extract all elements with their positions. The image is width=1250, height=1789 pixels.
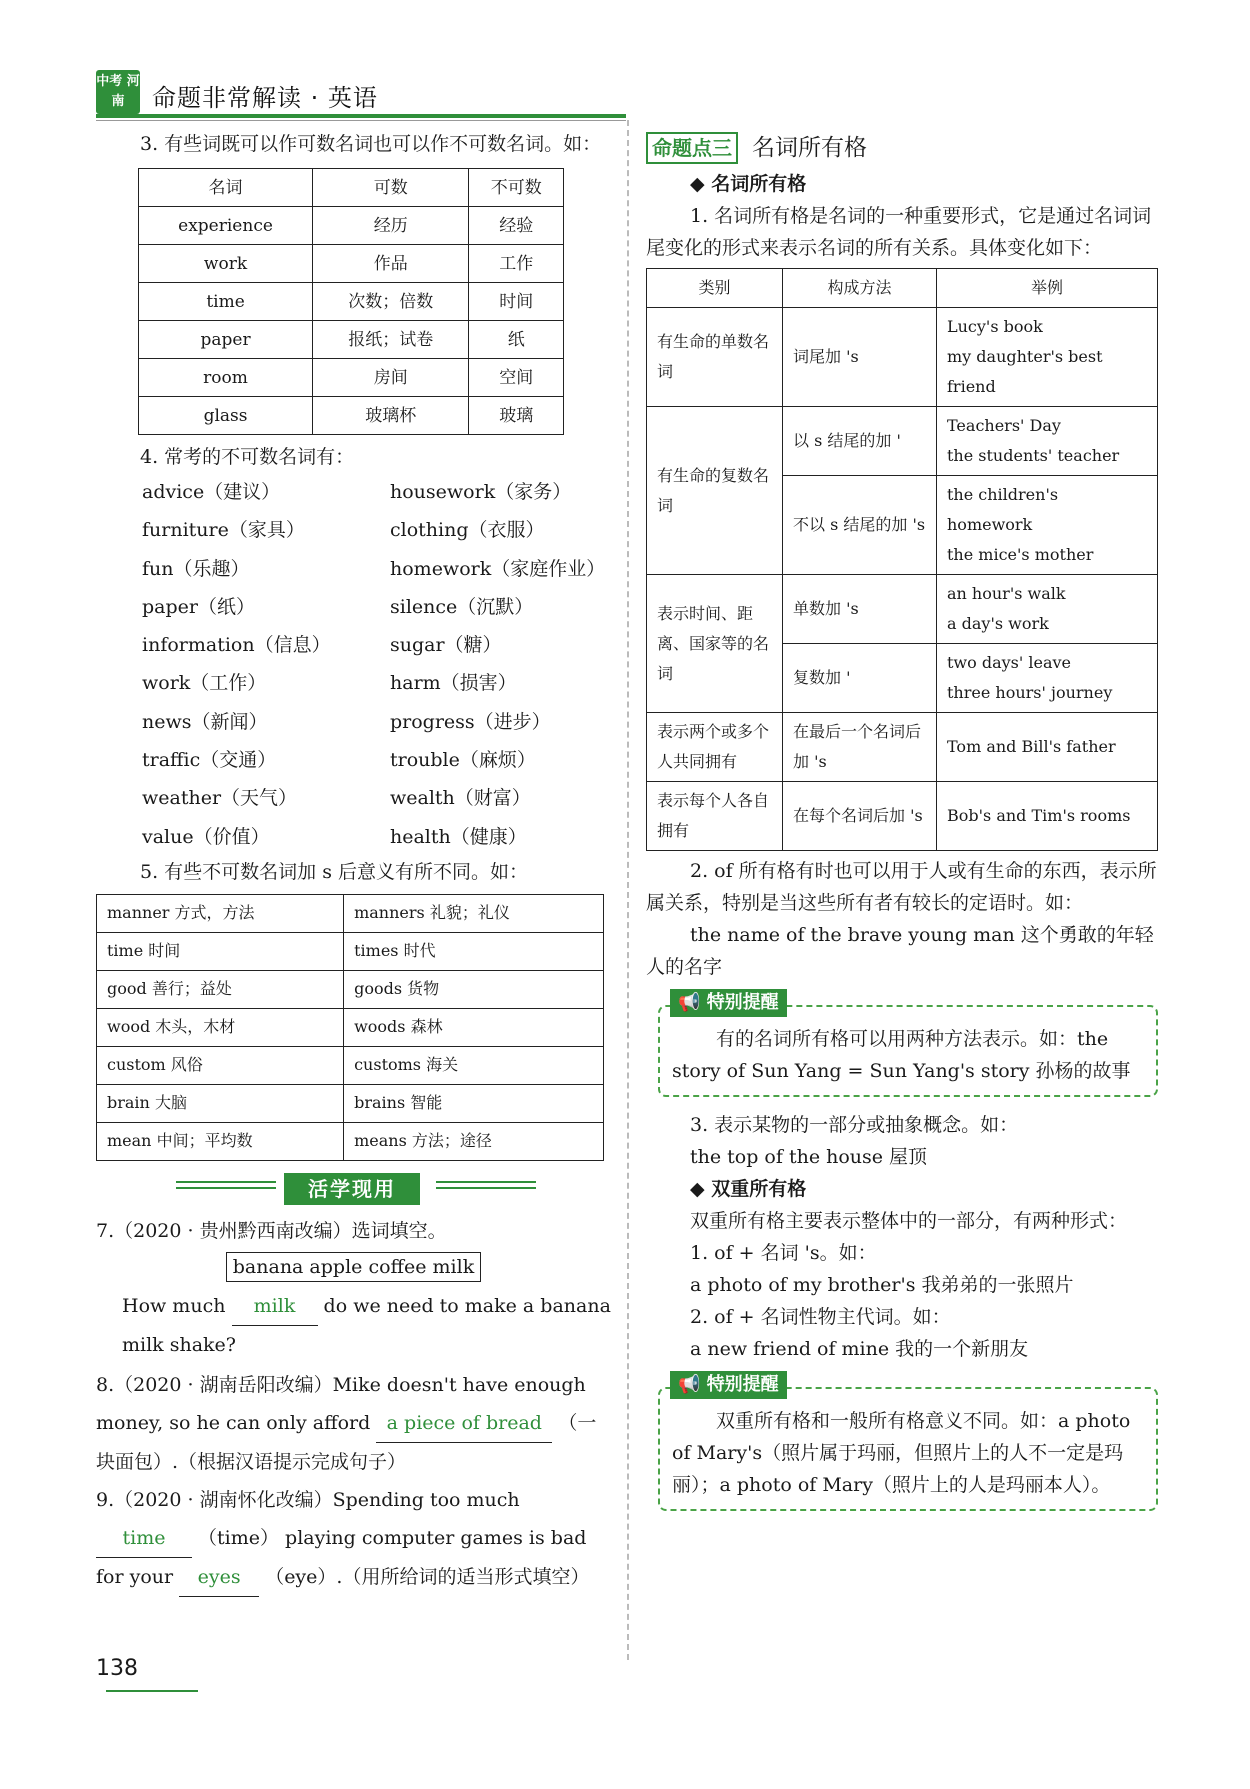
section-5-intro: 5. 有些不可数名词加 s 后意义有所不同。如： — [140, 860, 528, 883]
list-item: value（价值） — [142, 825, 270, 848]
list-item: fun（乐趣） — [142, 557, 250, 580]
list-item: paper（纸） — [142, 595, 255, 618]
question-8: 8.（2020 · 湖南岳阳改编）Mike doesn't have enough money, so he can only afford a piece of bread （一块面包）.（根据汉语提示完成句子） — [96, 1373, 597, 1473]
table-row: work 作品 工作 — [139, 245, 564, 283]
question-7: 7.（2020 · 贵州黔西南改编）选词填空。 — [96, 1219, 447, 1242]
table-row: time 次数；倍数 时间 — [139, 283, 564, 321]
table-row: 表示两个或多个人共同拥有 在最后一个名词后加 's Tom and Bill's father — [647, 713, 1158, 782]
special-tip-box: 📢 特别提醒 双重所有格和一般所有格意义不同。如：a photo of Mary's（照片属于玛丽，但照片上的人不一定是玛丽）；a photo of Mary（照片上的人是玛丽本人）。 — [658, 1387, 1158, 1511]
table-row: glass 玻璃杯 玻璃 — [139, 397, 564, 435]
table-row: paper 报纸；试卷 纸 — [139, 321, 564, 359]
list-item: weather（天气） — [142, 787, 298, 810]
answer-blank: milk — [232, 1287, 318, 1326]
section-title: 名词所有格 — [752, 135, 867, 161]
section-4-intro: 4. 常考的不可数名词有： — [140, 446, 355, 468]
tip-label: 📢 特别提醒 — [670, 1371, 787, 1399]
list-item: housework（家务） — [390, 481, 572, 503]
table-row: time 时间 times 时代 — [97, 932, 604, 970]
list-item: information（信息） — [142, 634, 331, 657]
answer-blank: time — [96, 1519, 192, 1558]
page-number: 138 — [96, 1656, 138, 1681]
table-row: 表示时间、距离、国家等的名词 单数加 's an hour's walk a day's work — [647, 575, 1158, 644]
list-item: advice（建议） — [142, 481, 281, 503]
word-box: banana apple coffee milk — [226, 1252, 481, 1282]
list-item: harm（损害） — [390, 672, 517, 695]
section-3-intro: 3. 有些词既可以作可数名词也可以作不可数名词。如： — [140, 133, 602, 155]
left-column: 3. 有些词既可以作可数名词也可以作不可数名词。如： 名词 可数 不可数 experience 经历 经验 work 作品 工作 time 次数；倍数 时间 paper 报纸；试卷 纸 room 房间 空间 glass 玻璃杯 玻璃 4. 常考的不可数名词有： advice（建议） housework（家务） furniture（家具） clothing（衣服） fun（乐趣） homework（家庭作业） paper（纸） silence（沉默） information（信息） sugar（糖） work（工作） harm（损害） news（新闻） progress（进步） traffic（交通） trouble（麻烦） weather（天气） wealth（财富） value（价值） health（健康） 5. 有些不可数名词加 s 后意义有所不同。如： manner 方式，方法 manners 礼貌；礼仪 time 时间 times 时代 good 善行；益处 goods 货物 wood 木头，木材 woods 森林 custom 风俗 customs 海关 brain 大脑 brains 智能 mean 中间；平均数 means 方法；途径 活学现用 7.（2020 · 贵州黔西南改编）选词填空。 banana apple coffee milk How much milk do we need to make a banana milk shake? 8.（2020 · 湖南岳阳改编）Mike doesn't have enough money, so he can only afford a piece of bread （一块面包）.（根据汉语提示完成句子） 9.（2020 · 湖南怀化改编）Spending too much time （time） playing computer games is bad for your eyes （eye）.（用所给词的适当形式填空） — [96, 128, 611, 1597]
section-heading — [646, 128, 1164, 168]
list-item: health（健康） — [390, 825, 527, 848]
list-item: wealth（财富） — [390, 787, 531, 810]
uncountable-nouns-list — [142, 473, 611, 856]
header-title: 命题非常解读 · 英语 — [152, 84, 378, 112]
list-item: silence（沉默） — [390, 595, 534, 618]
table-row: mean 中间；平均数 means 方法；途径 — [97, 1122, 604, 1160]
list-item: progress（进步） — [390, 710, 551, 733]
countable-uncountable-table: 名词 可数 不可数 experience 经历 经验 work 作品 工作 time 次数；倍数 时间 paper 报纸；试卷 纸 room 房间 空间 glass 玻璃杯 玻璃 — [138, 168, 564, 435]
list-item: clothing（衣服） — [390, 519, 545, 542]
table-row: custom 风俗 customs 海关 — [97, 1046, 604, 1084]
practice-banner: 活学现用 — [96, 1171, 611, 1209]
list-item: news（新闻） — [142, 710, 268, 733]
right-column: 命题点三 名词所有格 ◆ 名词所有格 1. 名词所有格是名词的一种重要形式，它是通过名词词尾变化的形式来表示名词的所有关系。具体变化如下： 类别 构成方法 举例 有生命的单数名词 词尾加 's Lucy's book my daughter's best friend 有生命的复数名词 以 s 结尾的加 ' Teachers' Day the students' teacher 不以 s 结尾的加 's the children's homework the mice's mother 表示时间、距离、国家等的名词 单数加 's an hour's walk a day's work 复数加 ' two days' leave three hours' journey 表示两个或多个人共同拥有 在最后一个名词后加 's Tom and Bill's father 表示每个人各自拥有 在每个名词后加 's Bob's and Tim's rooms 2. of 所有格有时也可以用于人或有生命的东西，表示所属关系，特别是当这些所有者有较长的定语时。如： the name of the brave young man 这个勇敢的年轻人的名字 📢 特别提醒 有的名词所有格可以用两种方法表示。如：the story of Sun Yang = Sun Yang's story 孙杨的故事 3. 表示某物的一部分或抽象概念。如： the top of the house 屋顶 ◆ 双重所有格 双重所有格主要表示整体中的一部分，有两种形式： 1. of + 名词 's。如： a photo of my brother's 我弟弟的一张照片 2. of + 名词性物主代词。如： a new friend of mine 我的一个新朋友 📢 特别提醒 双重所有格和一般所有格意义不同。如：a photo of Mary's（照片属于玛丽，但照片上的人不一定是玛丽）；a photo of Mary（照片上的人是玛丽本人）。 — [646, 128, 1164, 1523]
page-header — [96, 70, 626, 120]
tip-label: 📢 特别提醒 — [670, 989, 787, 1017]
answer-blank: eyes — [179, 1558, 259, 1597]
list-item: homework（家庭作业） — [390, 557, 606, 580]
table-row: wood 木头，木材 woods 森林 — [97, 1008, 604, 1046]
plural-meaning-table — [96, 894, 604, 1161]
logo: 中考 河南 — [96, 70, 140, 114]
table-row: good 善行；益处 goods 货物 — [97, 970, 604, 1008]
table-row: 不以 s 结尾的加 's the children's homework the mice's mother — [647, 476, 1158, 575]
table-row: manner 方式，方法 manners 礼貌；礼仪 — [97, 894, 604, 932]
table-row: 有生命的单数名词 词尾加 's Lucy's book my daughter's best friend — [647, 308, 1158, 407]
list-item: furniture（家具） — [142, 519, 305, 542]
table-row: room 房间 空间 — [139, 359, 564, 397]
list-item: traffic（交通） — [142, 749, 277, 772]
table-row: experience 经历 经验 — [139, 207, 564, 245]
table-row: 表示每个人各自拥有 在每个名词后加 's Bob's and Tim's rooms — [647, 782, 1158, 851]
special-tip-box: 📢 特别提醒 有的名词所有格可以用两种方法表示。如：the story of Sun Yang = Sun Yang's story 孙杨的故事 — [658, 1005, 1158, 1097]
column-divider — [627, 120, 629, 1660]
answer-blank: a piece of bread — [376, 1404, 552, 1443]
list-item: trouble（麻烦） — [390, 749, 536, 772]
list-item: sugar（糖） — [390, 634, 502, 657]
possessive-table: 类别 构成方法 举例 有生命的单数名词 词尾加 's Lucy's book my daughter's best friend 有生命的复数名词 以 s 结尾的加 ' Teachers' Day the students' teacher 不以 s 结尾的加 's the children's homework the mice's mother 表示时间、距离、国家等的名词 单数加 's an hour's walk a day's work 复数加 ' two days' leave three hours' journey 表示两个或多个人共同拥有 在最后一个名词后加 's Tom and Bill's father 表示每个人各自拥有 在每个名词后加 's Bob's and Tim's rooms — [646, 268, 1158, 851]
table-row: 有生命的复数名词 以 s 结尾的加 ' Teachers' Day the students' teacher — [647, 407, 1158, 476]
table-row: 复数加 ' two days' leave three hours' journey — [647, 644, 1158, 713]
table-row: brain 大脑 brains 智能 — [97, 1084, 604, 1122]
question-9: 9.（2020 · 湖南怀化改编）Spending too much time （time） playing computer games is bad for your eyes （eye）.（用所给词的适当形式填空） — [96, 1481, 611, 1597]
topic-tag: 命题点三 — [646, 132, 738, 164]
list-item: work（工作） — [142, 672, 267, 695]
